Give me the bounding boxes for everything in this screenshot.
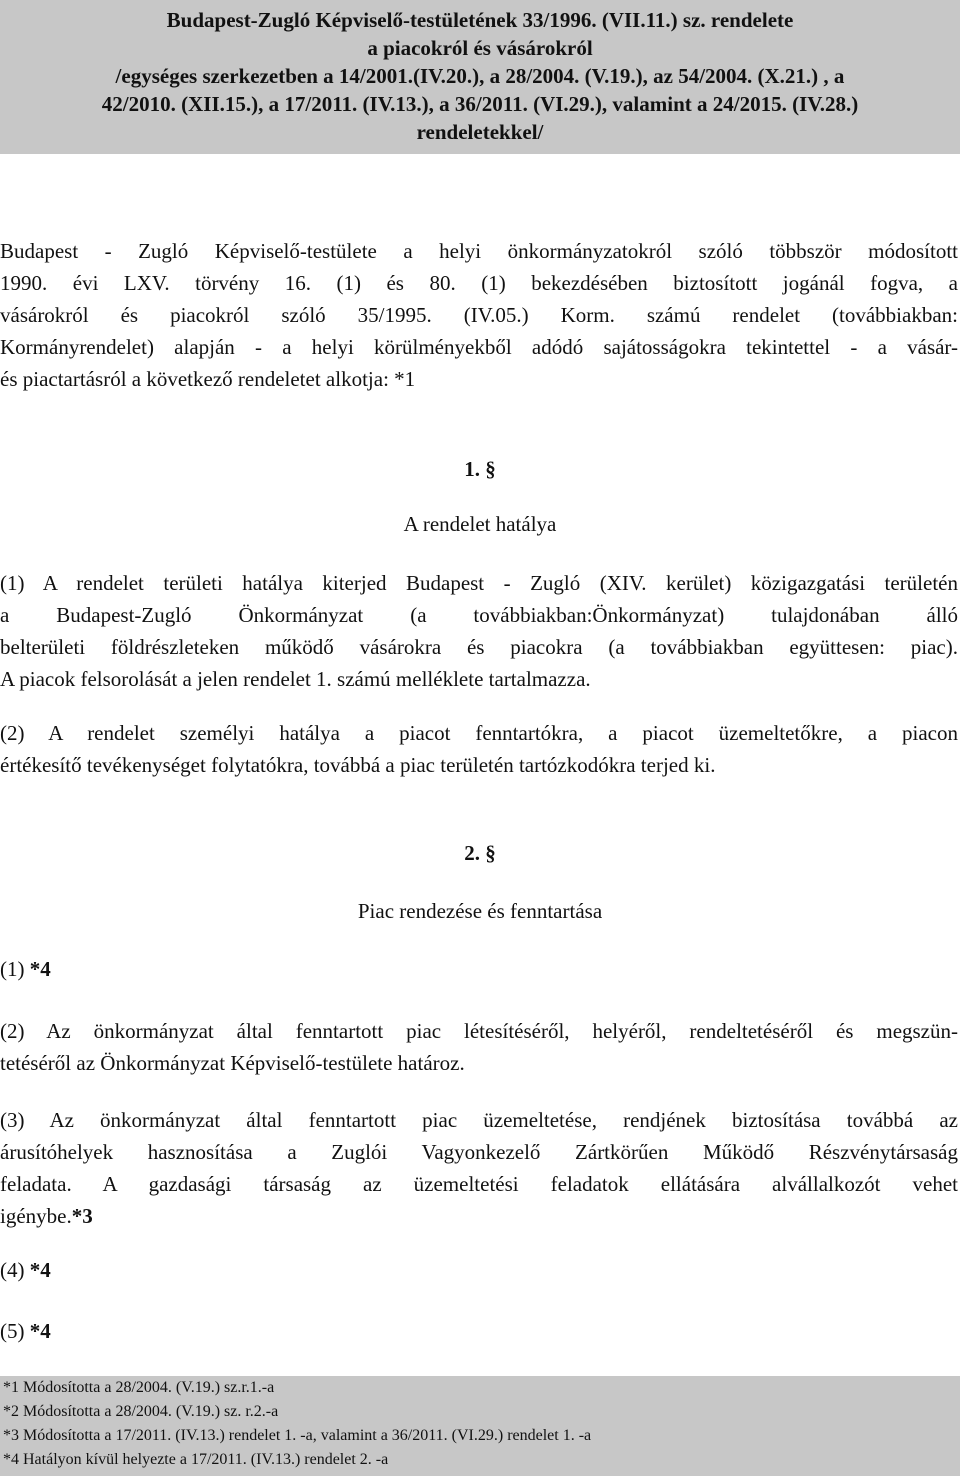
paragraph-line: (2) A rendelet személyi hatálya a piacot fenntartókra, a piacot üzemeltetőkre, a piacon — [0, 721, 958, 745]
footnote-ref[interactable]: *4 — [29, 957, 51, 981]
section-2-number: 2. § — [464, 841, 496, 865]
preamble-line: és piactartásról a következő rendeletet alkotja: *1 — [0, 367, 416, 391]
paragraph-line: belterületi földrészleteken működő vásárokra és piacokra (a továbbiakban együttesen: piac). — [0, 635, 958, 659]
paragraph-line: igénybe. — [0, 1204, 72, 1228]
preamble — [0, 235, 958, 395]
paragraph-line: A piacok felsorolását a jelen rendelet 1. számú melléklete tartalmazza. — [0, 667, 591, 691]
footnotes — [0, 1376, 960, 1476]
footnote-ref[interactable]: *3 — [71, 1204, 93, 1228]
section-1-paragraph-1 — [0, 567, 958, 695]
section-1-paragraph-2 — [0, 717, 958, 781]
header-amendments-3: rendeletekkel/ — [416, 120, 544, 144]
header-amendments-2: 42/2010. (XII.15.), a 17/2011. (IV.13.), a 36/2011. (VI.29.), valamint a 24/2015. (IV.28.) — [101, 92, 859, 116]
section-2-item-4: (4) *4 — [0, 1258, 51, 1282]
preamble-line: Budapest - Zugló Képviselő-testülete a helyi önkormányzatokról szóló többször módosított — [0, 239, 958, 263]
section-2-paragraph-2 — [0, 1015, 958, 1079]
paragraph-line: árusítóhelyek hasznosítása a Zuglói Vagyonkezelő Zártkörűen Működő Részvénytársaság — [0, 1140, 958, 1164]
paragraph-line: értékesítő tevékenységet folytatókra, továbbá a piac területén tartózkodókra terjed ki. — [0, 753, 716, 777]
section-2-title: Piac rendezése és fenntartása — [357, 899, 603, 923]
footnote-item: *4 Hatályon kívül helyezte a 17/2011. (IV.13.) rendelet 2. -a — [3, 1451, 389, 1468]
paragraph-line: (2) Az önkormányzat által fenntartott piac létesítéséről, helyéről, rendeltetéséről és megszün- — [0, 1019, 958, 1043]
footnote-item: *1 Módosította a 28/2004. (V.19.) sz.r.1.-a — [3, 1379, 275, 1396]
section-2-paragraph-3 — [0, 1104, 958, 1232]
header-subtitle: a piacokról és vásárokról — [367, 36, 593, 60]
footnote-item: *3 Módosította a 17/2011. (IV.13.) rendelet 1. -a, valamint a 36/2011. (VI.29.) rendelet 1. -a — [3, 1427, 592, 1444]
footnote-ref[interactable]: *4 — [29, 1258, 51, 1282]
footnote-ref[interactable]: *4 — [29, 1319, 51, 1343]
document-header — [0, 0, 960, 154]
header-title: Budapest-Zugló Képviselő-testületének 33/1996. (VII.11.) sz. rendelete — [166, 8, 794, 32]
preamble-line: 1990. évi LXV. törvény 16. (1) és 80. (1) bekezdésében biztosított jogánál fogva, a — [0, 271, 958, 295]
section-sign-icon: § — [485, 841, 496, 865]
paragraph-line: (1) A rendelet területi hatálya kiterjed Budapest - Zugló (XIV. kerület) közigazgatási területén — [0, 571, 958, 595]
paragraph-line: tetéséről az Önkormányzat Képviselő-testülete határoz. — [0, 1051, 465, 1075]
paragraph-line: feladata. A gazdasági társaság az üzemeltetési feladatok ellátására alvállalkozót vehet — [0, 1172, 958, 1196]
paragraph-line: a Budapest-Zugló Önkormányzat (a továbbiakban:Önkormányzat) tulajdonában álló — [0, 603, 958, 627]
section-2-item-5: (5) *4 — [0, 1319, 51, 1343]
section-2-item-1: (1) *4 — [0, 957, 51, 981]
footnote-item: *2 Módosította a 28/2004. (V.19.) sz. r.2.-a — [3, 1403, 279, 1420]
preamble-line: Kormányrendelet) alapján - a helyi körülményekből adódó sajátosságokra tekintettel - a vásár- — [0, 335, 958, 359]
preamble-line: vásárokról és piacokról szóló 35/1995. (IV.05.) Korm. számú rendelet (továbbiakban: — [0, 303, 958, 327]
header-amendments-1: /egységes szerkezetben a 14/2001.(IV.20.), a 28/2004. (V.19.), az 54/2004. (X.21.) , a — [115, 64, 845, 88]
paragraph-line: (3) Az önkormányzat által fenntartott piac üzemeltetése, rendjének biztosítása továbbá az — [0, 1108, 958, 1132]
section-1-title: A rendelet hatálya — [403, 512, 557, 536]
section-1-number: 1. § — [464, 457, 496, 481]
section-sign-icon: § — [485, 457, 496, 481]
